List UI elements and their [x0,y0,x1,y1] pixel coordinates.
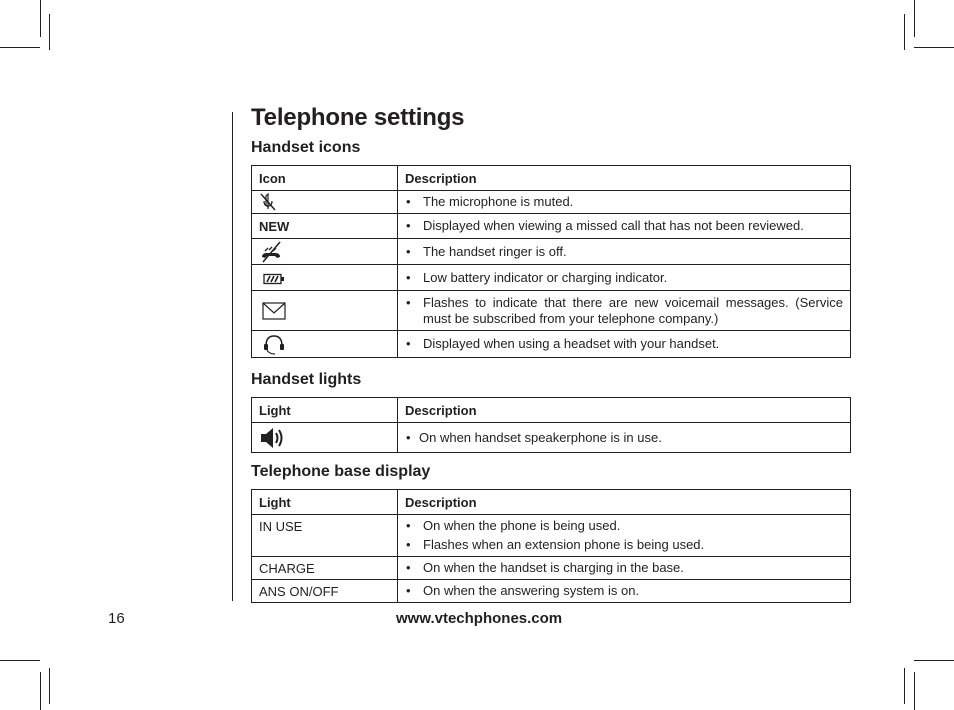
headset-icon [261,333,287,355]
crop-mark [914,0,915,37]
table-row: • Low battery indicator or charging indicator. [252,265,851,291]
crop-mark [914,47,954,48]
column-header-light: Light [252,398,398,423]
crop-mark [904,14,905,50]
section-heading-handset-icons: Handset icons [251,139,361,156]
crop-mark [914,672,915,710]
crop-mark [49,14,50,50]
table-row: NEW • Displayed when viewing a missed call that has not been reviewed. [252,214,851,239]
base-display-table [251,489,851,603]
table-row: CHARGE • On when the handset is charging in the base. [252,557,851,580]
table-row: • The microphone is muted. [252,191,851,214]
column-header-description: Description [398,490,851,515]
description-text: Displayed when viewing a missed call that has not been reviewed. [423,218,804,233]
crop-mark [0,47,40,48]
crop-mark [904,668,905,704]
description-text: Flashes to indicate that there are new voicemail messages. (Service must be subscribed from your telephone company.) [423,294,843,326]
column-header-description: Description [398,166,851,191]
crop-mark [0,660,40,661]
description-text: The handset ringer is off. [423,243,567,259]
description-text: Flashes when an extension phone is being used. [423,537,705,552]
table-header-row [252,398,851,423]
table-row: IN USE • On when the phone is being used. • Flashes when an extension phone is being used. [252,515,851,557]
table-header-row [252,490,851,515]
microphone-muted-icon [259,193,277,211]
handset-lights-table [251,397,851,453]
footer-url: www.vtechphones.com [396,610,563,627]
speakerphone-icon [259,426,287,450]
table-row: • Displayed when using a headset with your handset. [252,331,851,358]
section-heading-base-display: Telephone base display [251,463,431,480]
column-header-icon: Icon [252,166,398,191]
column-header-light: Light [252,490,398,515]
description-text: On when handset speakerphone is in use. [419,429,662,445]
table-header-row [252,166,851,191]
ringer-off-icon [259,241,283,263]
description-text: On when the phone is being used. [423,518,621,533]
page-number: 16 [108,610,125,627]
voicemail-envelope-icon [262,302,286,320]
description-text: On when the handset is charging in the base. [423,560,684,575]
handset-icons-table [251,165,851,358]
description-text: Displayed when using a headset with your handset. [423,336,720,351]
crop-mark [40,672,41,710]
margin-rule [232,112,233,601]
crop-mark [40,0,41,37]
in-use-label: IN USE [252,515,398,557]
ans-on-off-label: ANS ON/OFF [252,580,398,603]
new-indicator-label: NEW [252,214,398,239]
description-text: Low battery indicator or charging indicator. [423,269,668,285]
table-row: • On when handset speakerphone is in use. [252,423,851,453]
table-row: ANS ON/OFF • On when the answering system is on. [252,580,851,603]
page-title: Telephone settings [251,104,465,131]
table-row: • Flashes to indicate that there are new voicemail messages. (Service must be subscribed from your telephone company.) [252,291,851,331]
crop-mark [914,660,954,661]
description-text: The microphone is muted. [423,194,574,209]
column-header-description: Description [398,398,851,423]
charge-label: CHARGE [252,557,398,580]
crop-mark [49,668,50,704]
section-heading-handset-lights: Handset lights [251,371,362,388]
description-text: On when the answering system is on. [423,583,640,598]
battery-icon [263,273,285,285]
table-row: • The handset ringer is off. [252,239,851,265]
